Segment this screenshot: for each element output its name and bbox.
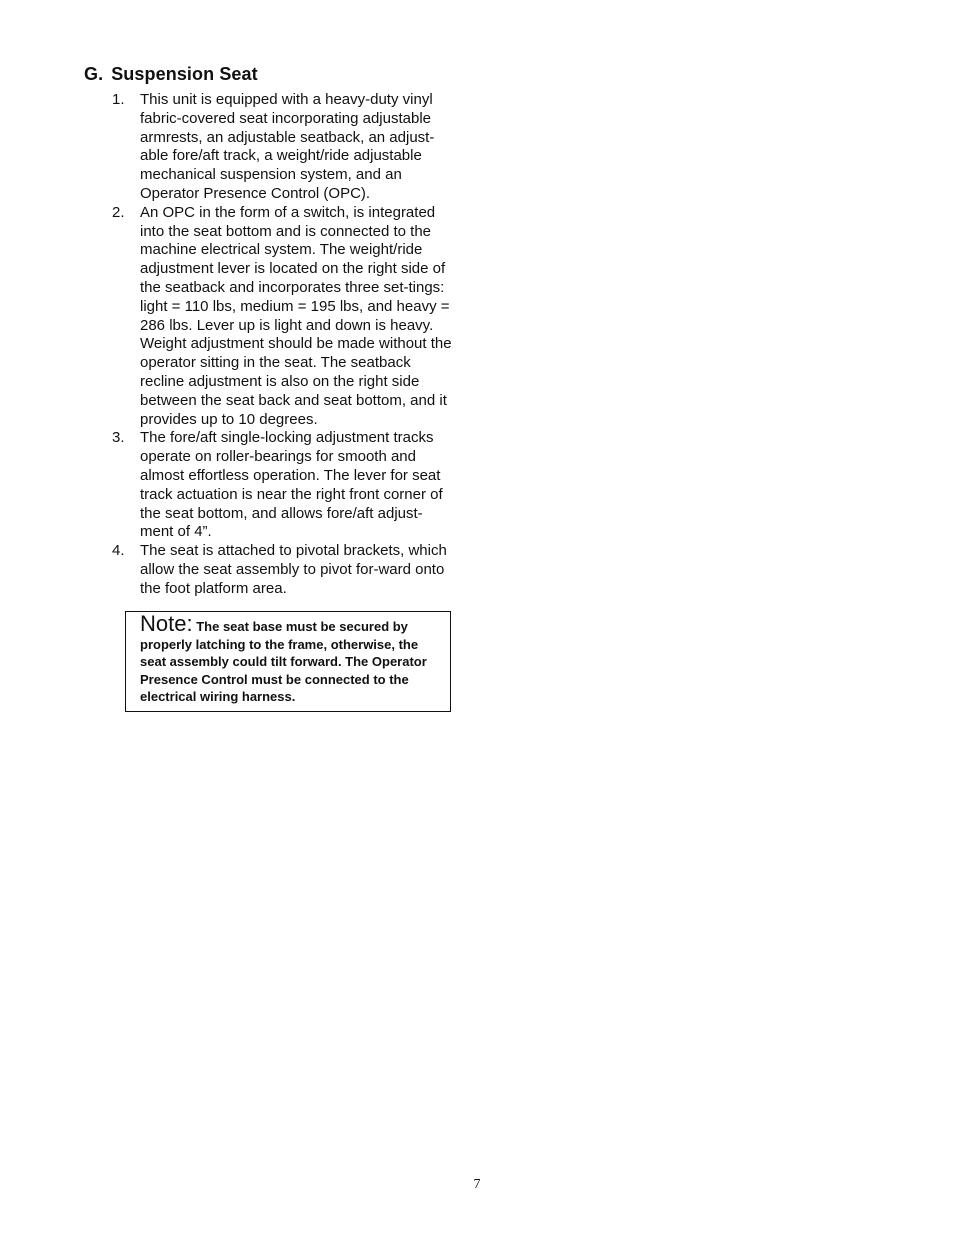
list-item-text: The seat is attached to pivotal brackets, which allow the seat assembly to pivot for-ward onto the foot platform area. [140,542,447,597]
list-item-number: 3. [112,429,125,447]
list-item [112,91,452,204]
list-item-text: This unit is equipped with a heavy-duty vinyl fabric-covered seat incorporating adjustable armrests, an adjustable seatback, an adjust-able fore/aft track, a weight/ride adjustable mechanical suspension system, and an Operator Presence Control (OPC). [140,91,435,202]
section-letter: G. [84,64,104,84]
list-item [112,542,452,598]
page-number: 7 [473,1177,481,1192]
list-item [112,429,452,542]
note-text: The seat base must be secured by properly latching to the frame, otherwise, the seat assembly could tilt forward. The Operator Presence Control must be connected to the electrical wiring harness. [140,619,427,704]
list-item-text: An OPC in the form of a switch, is integrated into the seat bottom and is connected to the machine electrical system. The weight/ride adjustment lever is located on the right side of the seatback and incorporates three set-tings: light = 110 lbs, medium = 195 lbs, and heavy = 286 lbs. Lever up is light and down is heavy. Weight adjustment should be made without the operator sitting in the seat. The seatback recline adjustment is also on the right side between the seat back and seat bottom, and it provides up to 10 degrees. [140,203,452,428]
list-item-text: The fore/aft single-locking adjustment tracks operate on roller-bearings for smooth and almost effortless operation. The lever for seat track actuation is near the right front corner of the seat bottom, and allows fore/aft adjust-ment of 4”. [140,429,443,541]
note-box [125,611,451,712]
section-title: Suspension Seat [111,64,258,84]
section-heading [84,64,258,85]
list-item-number: 4. [112,542,125,560]
list-item [112,204,452,430]
instruction-list [112,91,452,599]
list-item-number: 1. [112,91,125,108]
note-label: Note: [140,611,193,636]
list-item-number: 2. [112,203,125,221]
